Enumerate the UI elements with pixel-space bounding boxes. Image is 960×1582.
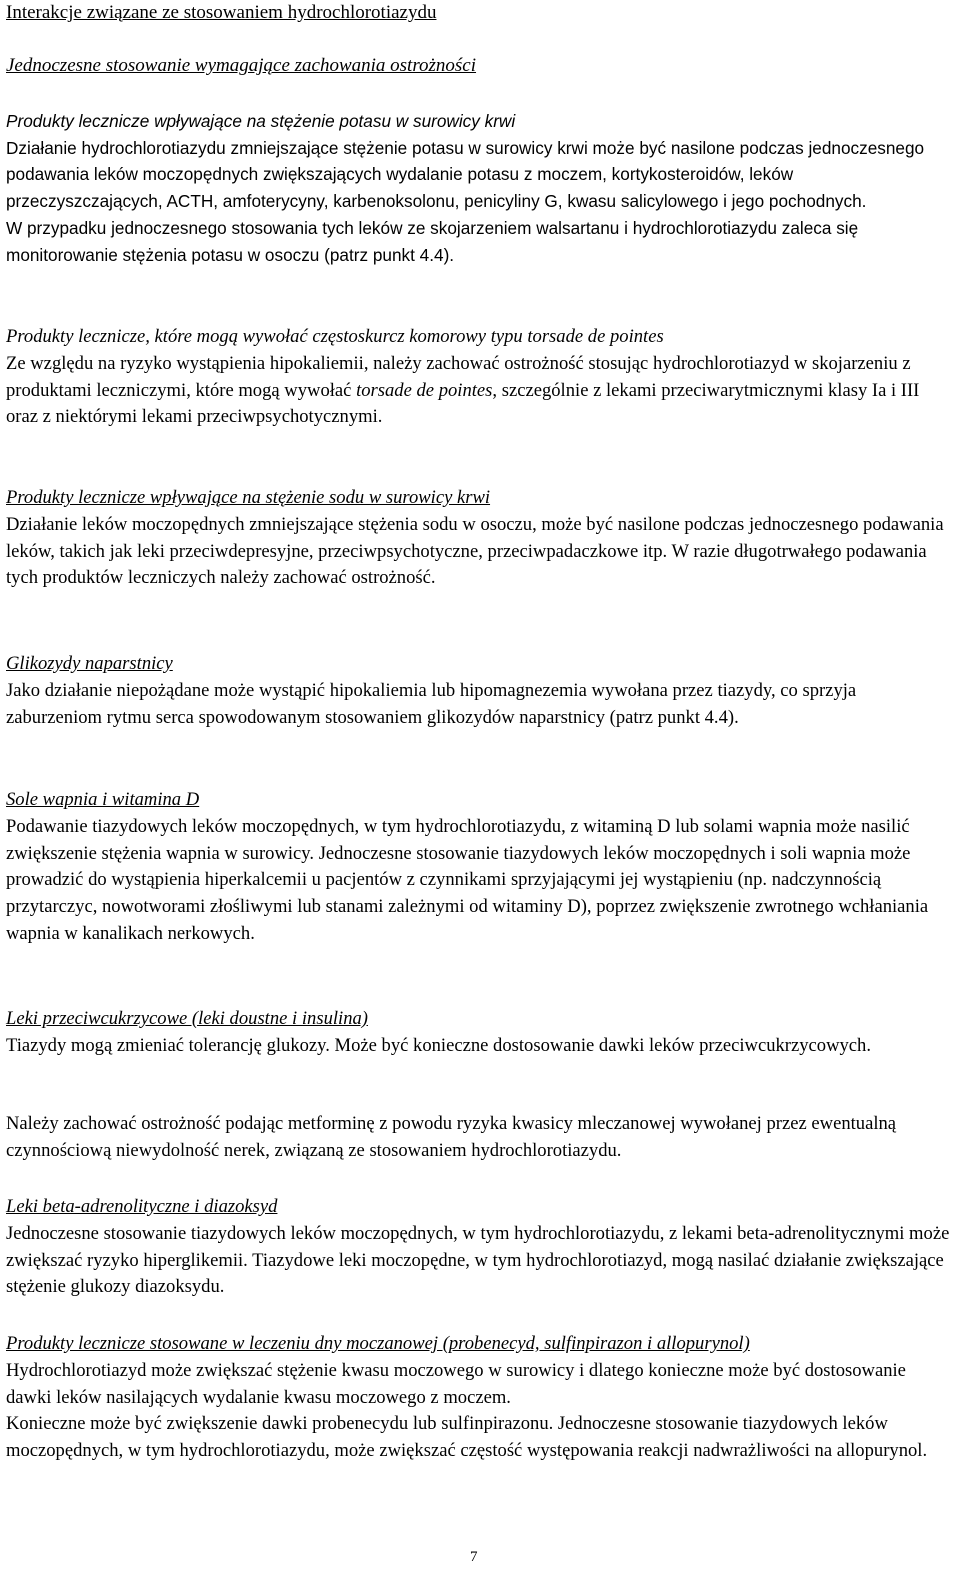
section-heading: Produkty lecznicze, które mogą wywołać częstoskurcz komorowy typu torsade de pointes [6, 326, 664, 347]
section-gout [6, 1331, 952, 1465]
section-potassium [6, 108, 952, 268]
section-calcium [6, 787, 952, 948]
section-heading: Produkty lecznicze wpływające na stężenie sodu w surowicy krwi [6, 487, 491, 508]
section-metformin [6, 1111, 952, 1165]
section-torsade [6, 324, 952, 431]
section-paragraph: Jako działanie niepożądane może wystąpić hipokaliemia lub hipomagnezemia wywołana przez tiazydy, co sprzyja zaburzeniom rytmu serca spowodowanym stosowaniem glikozydów naparstnicy (patrz punkt 4.4). [6, 679, 857, 728]
section-heading: Glikozydy naparstnicy [6, 653, 173, 674]
page-number: 7 [470, 1549, 478, 1565]
section-paragraph: Działanie leków moczopędnych zmniejszające stężenia sodu w osoczu, może być nasilone podczas jednoczesnego podawania leków, takich jak leki przeciwdepresyjne, przeciwpsychotyczne, przeciwpadaczkowe itp. W razie długotrwałego podawania tych produktów leczniczych należy zachować ostrożność. [6, 513, 944, 589]
section-paragraph: Tiazydy mogą zmieniać tolerancję glukozy. Może być konieczne dostosowanie dawki leków przeciwcukrzycowych. [6, 1034, 871, 1056]
section-paragraph: Działanie hydrochlorotiazydu zmniejszające stężenie potasu w surowicy krwi może być nasilone podczas jednoczesnego podawania leków moczopędnych zwiększających wydalanie potasu z moczem, kortykosteroidów, leków przeczyszczających, ACTH, amfoterycyny, karbenoksolonu, penicyliny G, kwasu salicylowego i jego pochodnych. [6, 137, 925, 212]
section-paragraph: Konieczne może być zwiększenie dawki probenecydu lub sulfinpirazonu. Jednoczesne stosowanie tiazydowych leków moczopędnych, w tym hydrochlorotiazydu, może zwiększać częstość występowania reakcji nadwrażliwości na allopurynol. [6, 1413, 928, 1462]
section-paragraph: Hydrochlorotiazyd może zwiększać stężenie kwasu moczowego w surowicy i dlatego konieczne może być dostosowanie dawki leków nasilających wydalanie kwasu moczowego z moczem. [6, 1359, 906, 1408]
section-beta-blockers [6, 1194, 952, 1301]
page-title: Interakcje związane ze stosowaniem hydrochlorotiazydu [6, 2, 437, 23]
section-antidiabetic [6, 1006, 952, 1060]
section-heading: Leki beta-adrenolityczne i diazoksyd [6, 1196, 278, 1217]
section-heading: Produkty lecznicze stosowane w leczeniu dny moczanowej (probenecyd, sulfinpirazon i allopurynol) [6, 1333, 750, 1354]
section-paragraph: Jednoczesne stosowanie tiazydowych leków moczopędnych, w tym hydrochlorotiazydu, z lekami beta-adrenolitycznymi może zwiększać ryzyko hiperglikemii. Tiazydowe leki moczopędne, w tym hydrochlorotiazyd, mogą nasilać działanie zwiększające stężenie glukozy diazoksydu. [6, 1222, 950, 1298]
section-paragraph: Należy zachować ostrożność podając metforminę z powodu ryzyka kwasicy mleczanowej wywołanej przez ewentualną czynnościową niewydolność nerek, związaną ze stosowaniem hydrochlorotiazydu. [6, 1113, 897, 1161]
section-heading: Produkty lecznicze wpływające na stężenie potasu w surowicy krwi [6, 111, 516, 131]
section-paragraph: W przypadku jednoczesnego stosowania tych leków ze skojarzeniem walsartanu i hydrochlorotiazydu zaleca się monitorowanie stężenia potasu w osoczu (patrz punkt 4.4). [6, 217, 859, 265]
section-paragraph: Podawanie tiazydowych leków moczopędnych, w tym hydrochlorotiazydu, z witaminą D lub solami wapnia może nasilić zwiększenie stężenia wapnia w surowicy. Jednoczesne stosowanie tiazydowych leków moczopędnych i soli wapnia może prowadzić do wystąpienia hiperkalcemii u pacjentów z czynnikami sprzyjającymi jej wystąpieniu (np. nadczynnością przytarczyc, nowotworami złośliwymi lub stanami zależnymi od witaminy D), poprzez zwiększenie zwrotnego wchłaniania wapnia w kanalikach nerkowych. [6, 815, 929, 944]
section-heading: Sole wapnia i witamina D [6, 789, 200, 810]
section-paragraph: Ze względu na ryzyko wystąpienia hipokaliemii, należy zachować ostrożność stosując hydrochlorotiazyd w skojarzeniu z produktami leczniczymi, które mogą wywołać torsade de pointes, szczególnie z lekami przeciwarytmicznymi klasy Ia i III oraz z niektórymi lekami przeciwpsychotycznymi. [6, 352, 920, 428]
section-sodium [6, 485, 952, 592]
page-subtitle: Jednoczesne stosowanie wymagające zachowania ostrożności [6, 55, 477, 76]
section-digitalis [6, 651, 952, 731]
section-heading: Leki przeciwcukrzycowe (leki doustne i insulina) [6, 1008, 368, 1029]
